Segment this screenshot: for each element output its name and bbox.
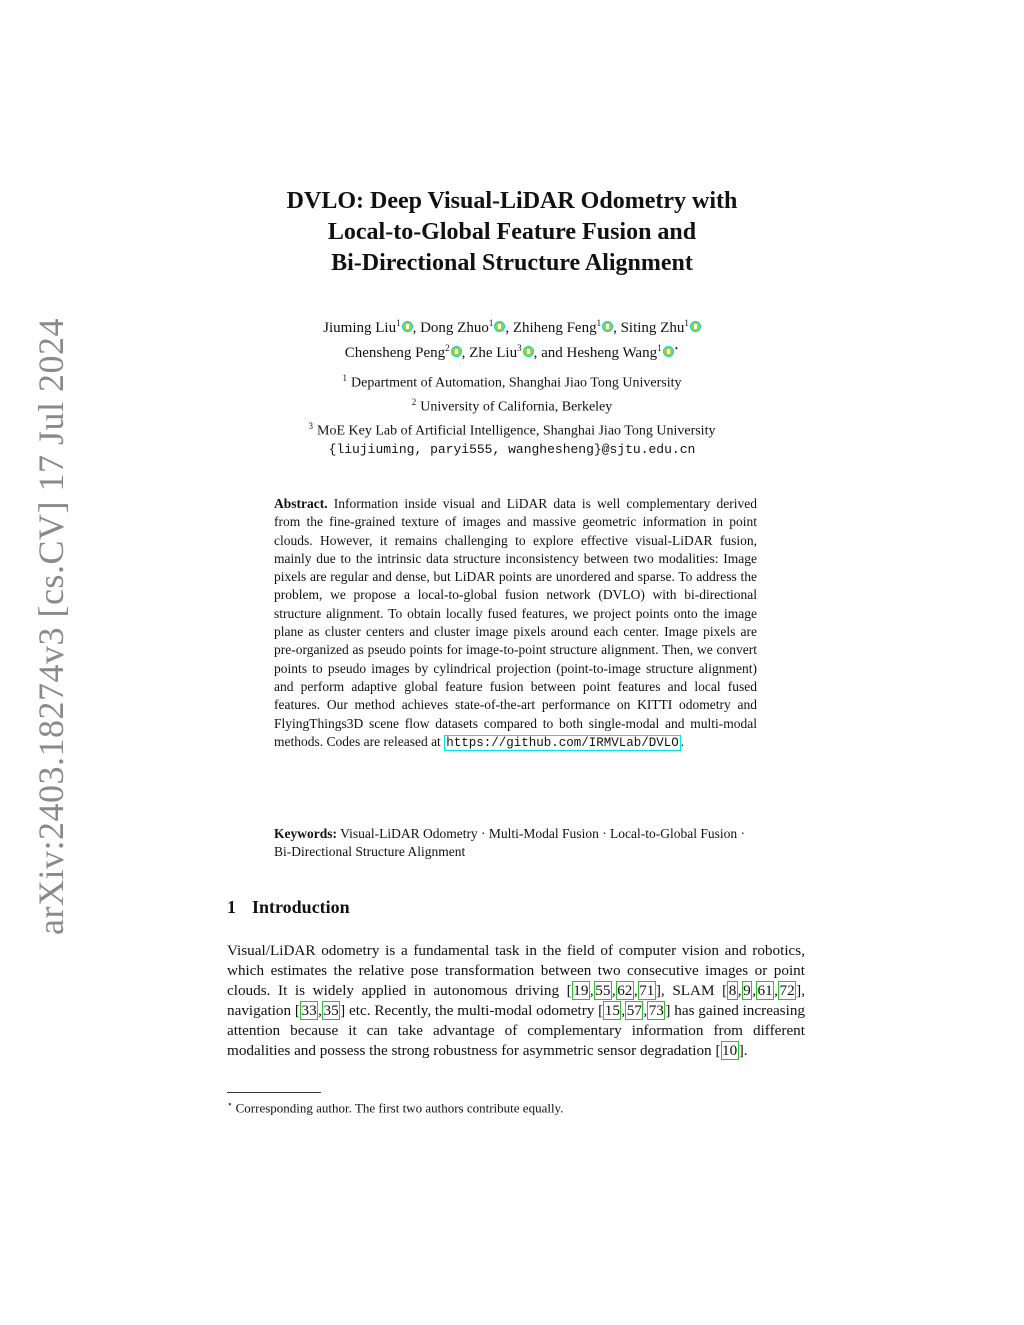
section-title: Introduction xyxy=(252,897,350,917)
author-name: Siting Zhu xyxy=(620,320,685,336)
citation-link[interactable]: 57 xyxy=(626,1002,642,1019)
abstract-text: Information inside visual and LiDAR data is well complementary derived from the fine-grained texture of images and massive geometric information in point clouds. However, it remains challenging to explore effective visual-LiDAR fusion, mainly due to the intrinsic data structure inconsistency between two modalities: Image pixels are regular and dense, but LiDAR points are unordered and sparse. To address the problem, we propose a local-to-global fusion network (DVLO) with bi-directional structure alignment. To obtain locally fused features, we project points onto the image plane as cluster centers and cluster image pixels around each center. Image pixels are pre-organized as pseudo points for image-to-point structure alignment. Then, we convert points to pseudo images by cylindrical projection (point-to-image structure alignment) and perform adaptive global feature fusion between point features and local fused features. Our method achieves state-of-the-art performance on KITTI odometry and FlyingThings3D scene flow datasets compared to both single-modal and multi-modal methods. Codes are released at xyxy=(274,496,757,749)
abstract-end: . xyxy=(680,733,685,749)
citation-link[interactable]: 62 xyxy=(617,982,633,999)
intro-text: ] etc. Recently, the multi-modal odometry [ xyxy=(340,1002,604,1019)
citation-link[interactable]: 33 xyxy=(301,1002,317,1019)
orcid-icon[interactable] xyxy=(690,321,701,332)
citation-link[interactable]: 19 xyxy=(573,982,589,999)
author-affiliation-mark: 2 xyxy=(445,343,450,353)
title-line-3: Bi-Directional Structure Alignment xyxy=(331,250,693,276)
abstract xyxy=(274,495,757,752)
footnote-rule xyxy=(227,1092,321,1093)
introduction-paragraph: Visual/LiDAR odometry is a fundamental task in the field of computer vision and robotics, which estimates the relative pose transformation between two consecutive images or point clouds. It is widely applied in autonomous driving [19,55,62,71], SLAM [8,9,61,72], navigation [33,35] etc. Recently, the multi-modal odometry [15,57,73] has gained increasing attention because it can take advantage of complementary information from different modalities and possess the strong robustness for asymmetric sensor degradation [10]. xyxy=(227,942,806,1059)
intro-text: Visual/LiDAR odometry is a fundamental task in the field of computer vision and robotics, which estimates the relative pose transformation between two consecutive images or point clouds. It is widely applied in autonomous driving [ xyxy=(227,942,805,999)
intro-text: ] has gained increasing attention because it can take advantage of complementary information from different modalities and possess the strong robustness for asymmetric sensor degradation [ xyxy=(227,1002,806,1059)
citation-link[interactable]: 15 xyxy=(604,1002,620,1019)
code-link[interactable]: https://github.com/IRMVLab/DVLO xyxy=(446,735,679,750)
citation-link[interactable]: 9 xyxy=(743,982,751,999)
affiliation-1 xyxy=(0,369,1024,393)
citation-link[interactable]: 72 xyxy=(779,982,795,999)
orcid-icon[interactable] xyxy=(494,321,505,332)
affiliation-text: Department of Automation, Shanghai Jiao Tong University xyxy=(351,375,682,391)
section-heading xyxy=(227,897,350,918)
orcid-icon[interactable] xyxy=(602,321,613,332)
affiliation-text: MoE Key Lab of Artificial Intelligence, Shanghai Jiao Tong University xyxy=(317,423,716,439)
author-affiliation-mark: 3 xyxy=(517,343,522,353)
footnote-mark: ⋆ xyxy=(227,1099,233,1109)
affiliations xyxy=(0,369,1024,460)
citation-link[interactable]: 71 xyxy=(639,982,655,999)
affiliation-number: 1 xyxy=(342,373,348,383)
author-name: Jiuming Liu xyxy=(323,320,397,336)
author-affiliation-mark: 1 xyxy=(396,318,401,328)
author-affiliation-mark: 1 xyxy=(684,318,689,328)
footnote xyxy=(227,1096,563,1116)
intro-text: ]. xyxy=(738,1042,748,1059)
author-affiliation-mark: 1 xyxy=(596,318,602,328)
abstract-label: Abstract. xyxy=(274,496,328,511)
author-separator: , xyxy=(613,320,621,336)
author-separator: , xyxy=(461,345,470,361)
section-number: 1 xyxy=(227,897,236,917)
author-list xyxy=(0,313,1024,363)
author-affiliation-mark: 1 xyxy=(488,318,494,328)
orcid-icon[interactable] xyxy=(402,321,413,332)
arxiv-stamp: arXiv:2403.18274v3 [cs.CV] 17 Jul 2024 xyxy=(31,318,71,935)
paper-title xyxy=(0,186,1024,279)
author-line-2 xyxy=(0,338,1024,363)
author-separator: , xyxy=(412,320,421,336)
author-separator: , xyxy=(505,320,513,336)
citation-link[interactable]: 8 xyxy=(728,982,737,999)
intro-text: ], SLAM [ xyxy=(655,982,728,999)
affiliation-text: University of California, Berkeley xyxy=(420,399,613,415)
affiliation-3 xyxy=(0,417,1024,441)
keywords-label: Keywords: xyxy=(274,826,337,841)
author-name: Dong Zhuo xyxy=(420,320,489,336)
citation-link[interactable]: 55 xyxy=(595,982,611,999)
author-affiliation-mark: 1 xyxy=(657,343,662,353)
title-line-1: DVLO: Deep Visual-LiDAR Odometry with xyxy=(286,188,738,214)
affiliation-2 xyxy=(0,393,1024,417)
author-name: Zhe Liu xyxy=(469,345,518,361)
corresponding-author-mark: ⋆ xyxy=(673,343,680,353)
orcid-icon[interactable] xyxy=(451,346,462,357)
citation-link[interactable]: 61 xyxy=(757,982,773,999)
author-name: Chensheng Peng xyxy=(344,345,446,361)
author-line-1 xyxy=(0,313,1024,338)
author-email: {liujiuming, paryi555, wanghesheng}@sjtu.edu.cn xyxy=(328,442,696,458)
citation-link[interactable]: 35 xyxy=(323,1002,339,1019)
affiliation-number: 2 xyxy=(411,397,417,408)
author-name: Zhiheng Feng xyxy=(512,320,597,336)
author-name: Hesheng Wang xyxy=(566,345,658,361)
intro-text: ], navigation [ xyxy=(227,982,806,1019)
orcid-icon[interactable] xyxy=(523,346,534,357)
keywords-text: Visual-LiDAR Odometry · Multi-Modal Fusion · Local-to-Global Fusion · Bi-Directional Structure Alignment xyxy=(274,826,746,860)
affiliation-number: 3 xyxy=(308,421,314,432)
footnote-text: Corresponding author. The first two authors contribute equally. xyxy=(235,1100,564,1116)
title-line-2: Local-to-Global Feature Fusion and xyxy=(327,219,697,245)
citation-link[interactable]: 73 xyxy=(648,1002,664,1019)
citation-link[interactable]: 10 xyxy=(722,1042,738,1059)
keywords xyxy=(274,825,757,862)
author-separator: , and xyxy=(533,345,567,361)
orcid-icon[interactable] xyxy=(663,346,674,357)
